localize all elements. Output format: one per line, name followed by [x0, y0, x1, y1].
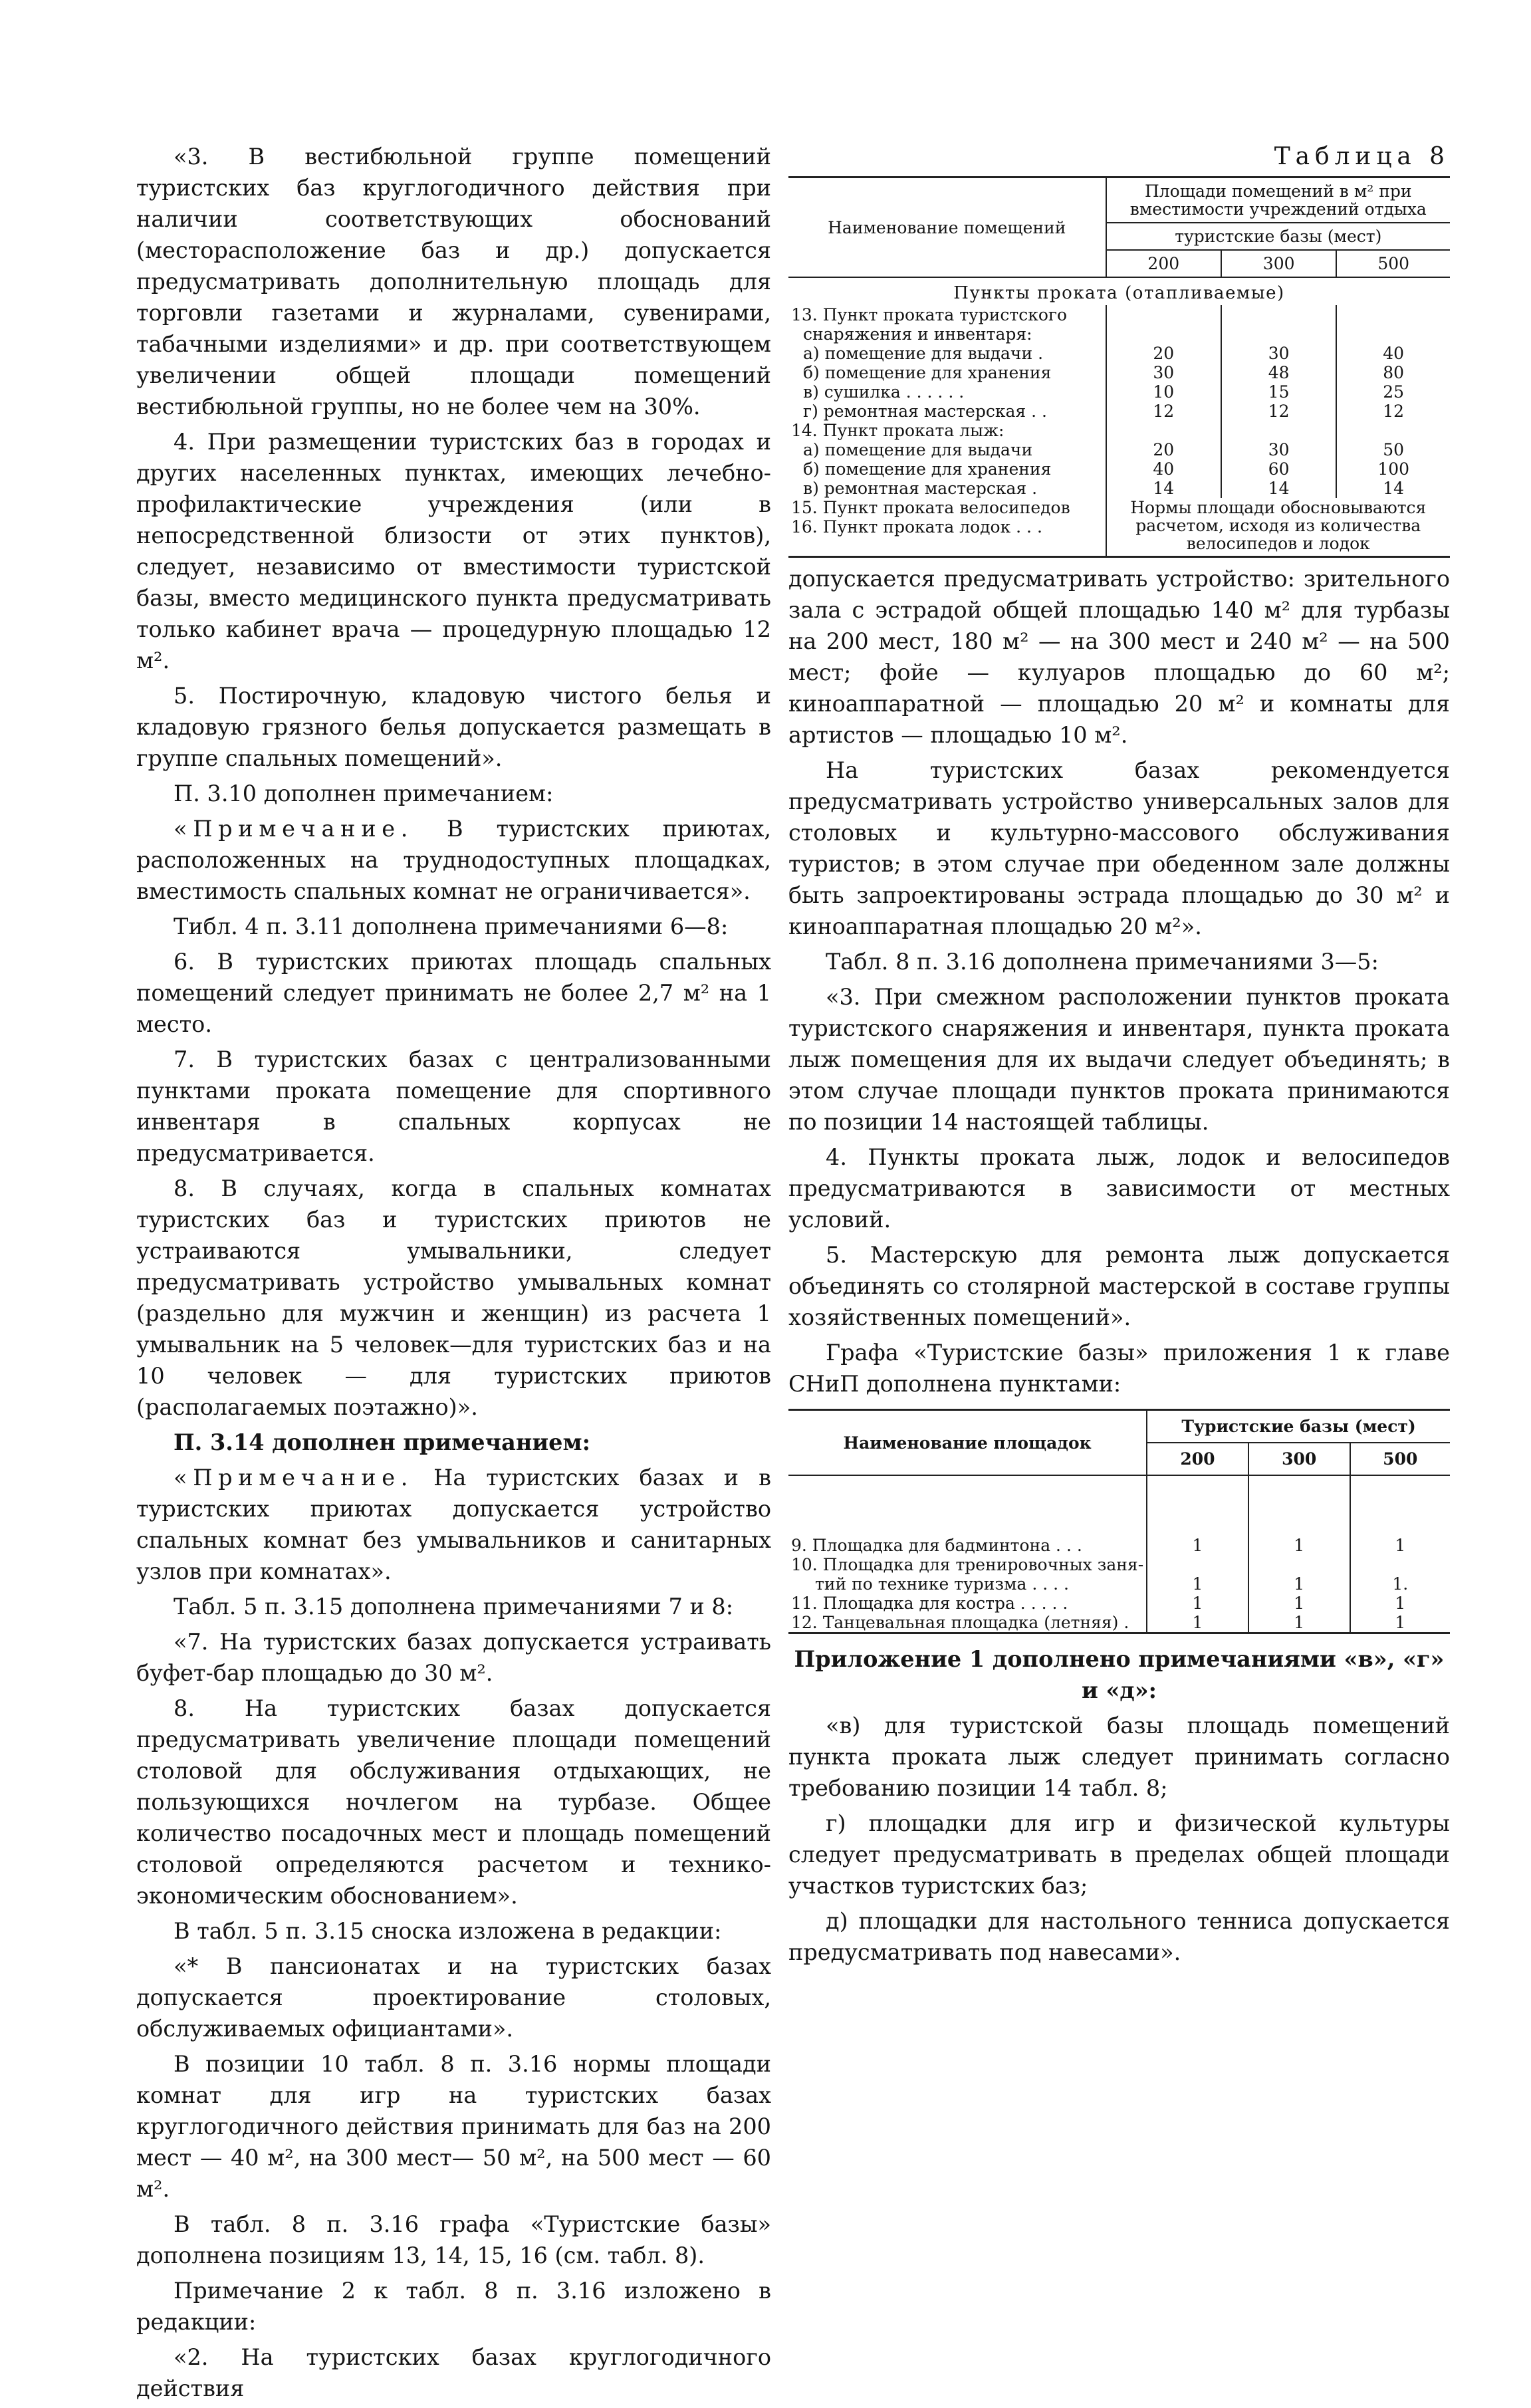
row-label: 14. Пункт проката лыж:	[788, 421, 1106, 440]
table-row	[788, 1574, 1450, 1594]
cell-value: 14	[1221, 479, 1336, 498]
paragraph: 8. На туристских базах допускается предусматривать увеличение площади помещений столовой для обслуживания отдыхающих, не пользующихся ночлегом на турбазе. Общее количество посадочных мест и площадь помещений столовой определяются расчетом и технико-экономическим обоснованием».	[136, 1695, 771, 1909]
cell-value: 12	[1383, 402, 1405, 421]
table-row	[788, 1594, 1450, 1613]
cell-value	[1350, 1555, 1450, 1574]
table-appendix-1	[788, 1409, 1450, 1634]
paragraph: г) площадки для игр и физической культуры следует предусматривать в пределах общей площади участков туристских баз;	[788, 1810, 1450, 1899]
table-row	[788, 421, 1450, 440]
cell-value: 30	[1106, 363, 1221, 382]
row-label: 9. Площадка для бадминтона . . .	[788, 1536, 1147, 1555]
paragraph: В позиции 10 табл. 8 п. 3.16 нормы площади комнат для игр на туристских базах круглогодичного действия принимать для баз на 200 мест — 40 м², на 300 мест— 50 м², на 500 мест — 60 м².	[136, 2051, 771, 2202]
paragraph: 5. Мастерскую для ремонта лыж допускается объединять со столярной мастерской в составе группы хозяйственных помещений».	[788, 1242, 1450, 1330]
paragraph: На туристских базах рекомендуется предусматривать устройство универсальных залов для столовых и культурно-массового обслуживания туристов; в этом случае при обеденном зале должны быть запроектированы эстрада площадью до 30 м² и киноаппаратная площадью 20 м²».	[788, 757, 1450, 939]
note-paragraph	[136, 813, 771, 907]
row-label: 16. Пункт проката лодок . . .	[788, 517, 1106, 537]
note-text: В туристских приютах, расположенных на труднодоступных площадках, вместимость спальных комнат не ограничивается».	[136, 816, 771, 904]
column-header-capacity: 300	[1248, 1443, 1350, 1475]
paragraph: 4. При размещении туристских баз в городах и других населенных пунктах, имеющих лечебно-профилактические учреждения (или в непосредственной близости от этих пунктов), следует, независимо от вместимости туристской базы, вместо медицинского пункта предусматривать только кабинет врача — процедурную площадью 12 м².	[136, 429, 771, 673]
paragraph: «3. В вестибюльной группе помещений туристских баз круглогодичного действия при наличии соответствующих обоснований (месторасположение баз и др.) допускается предусматривать дополнительную площадь для торговли газетами и журналами, сувенирами, табачными изделиями» и др. при соответствующем увеличении общей площади помещений вестибюльной группы, но не более чем на 30%.	[136, 144, 771, 420]
table-row	[788, 479, 1450, 498]
column-header-name: Наименование помещений	[788, 178, 1106, 278]
cell-value	[1221, 324, 1336, 344]
row-label: снаряжения и инвентаря:	[788, 324, 1106, 344]
cell-value: 14	[1383, 479, 1405, 498]
paragraph: «7. На туристских базах допускается устраивать буфет-бар площадью до 30 м².	[136, 1629, 771, 1686]
note-label: «Примечание.	[174, 1465, 414, 1491]
cell-value: 25	[1383, 382, 1405, 402]
column-header-capacity: 200	[1147, 1443, 1248, 1475]
cell-value: 80	[1383, 363, 1405, 382]
left-column	[136, 141, 771, 2408]
table-row	[788, 324, 1450, 344]
cell-value: 1	[1248, 1536, 1350, 1555]
row-label: 15. Пункт проката велосипедов	[788, 498, 1106, 517]
paragraph: 5. Постирочную, кладовую чистого белья и кладовую грязного белья допускается размещать в группе спальных помещений».	[136, 683, 771, 771]
row-label: в) ремонтная мастерская .	[788, 479, 1106, 498]
table-row	[788, 344, 1450, 363]
cell-value: 40	[1106, 459, 1221, 479]
paragraph: 4. Пункты проката лыж, лодок и велосипедов предусматриваются в зависимости от местных условий.	[788, 1144, 1450, 1233]
cell-value: 1.	[1392, 1574, 1409, 1594]
note-label: «Примечание.	[174, 816, 414, 842]
row-label: 10. Площадка для тренировочных заня-	[788, 1555, 1147, 1574]
cell-value: 40	[1383, 344, 1405, 363]
row-label: 12. Танцевальная площадка (летняя) .	[788, 1613, 1147, 1633]
table-row	[788, 382, 1450, 402]
cell-value: 1	[1147, 1594, 1248, 1613]
cell-value: 30	[1221, 344, 1336, 363]
table-row	[788, 402, 1450, 421]
right-column	[788, 141, 1450, 1972]
cell-value: 15	[1221, 382, 1336, 402]
cell-value: 12	[1221, 402, 1336, 421]
cell-value: 1	[1248, 1574, 1350, 1594]
cell-value: 60	[1221, 459, 1336, 479]
row-label: г) ремонтная мастерская . .	[788, 402, 1106, 421]
paragraph: 6. В туристских приютах площадь спальных помещений следует принимать не более 2,7 м² на 1 место.	[136, 949, 771, 1037]
table-title: Таблица 8	[1274, 143, 1450, 170]
cell-value: 1	[1395, 1613, 1406, 1632]
column-header-capacity: 200	[1106, 250, 1221, 277]
row-label: 13. Пункт проката туристского	[788, 305, 1106, 324]
paragraph: «3. При смежном расположении пунктов проката туристского снаряжения и инвентаря, пункта проката лыж помещения для их выдачи следует объединять; в этом случае площади пунктов проката принимаются по позиции 14 настоящей таблицы.	[788, 984, 1450, 1135]
cell-value	[1106, 324, 1221, 344]
paragraph: В табл. 5 п. 3.15 сноска изложена в редакции:	[174, 1918, 722, 1944]
cell-value	[1336, 305, 1450, 324]
paragraph: Приложение 1 дополнено примечаниями «в», «г» и «д»:	[794, 1646, 1445, 1703]
cell-value	[1147, 1555, 1248, 1574]
row-label: б) помещение для хранения	[788, 459, 1106, 479]
cell-value: 14	[1106, 479, 1221, 498]
cell-value	[1336, 421, 1450, 440]
table-8	[788, 176, 1450, 558]
row-label: а) помещение для выдачи .	[788, 344, 1106, 363]
column-header-capacity: 500	[1336, 250, 1450, 277]
table-row	[788, 1613, 1450, 1633]
cell-value: 1	[1147, 1574, 1248, 1594]
row-label: тий по технике туризма . . . .	[788, 1574, 1147, 1594]
paragraph: В табл. 8 п. 3.16 графа «Туристские базы» дополнена позициям 13, 14, 15, 16 (см. табл. 8).	[136, 2211, 771, 2268]
cell-value: 1	[1248, 1594, 1350, 1613]
column-header-capacity: 300	[1221, 250, 1336, 277]
cell-value: 1	[1147, 1613, 1248, 1633]
column-header-area: Площади помещений в м² при вместимости учреждений отдыха	[1106, 178, 1450, 223]
paragraph: 8. В случаях, когда в спальных комнатах туристских баз и туристских приютов не устраиваются умывальники, следует предусматривать устройство умывальных комнат (раздельно для мужчин и женщин) из расчета 1 умывальник на 5 человек—для туристских баз и на 10 человек — для туристских приютов (располагаемых поэтажно)».	[136, 1175, 771, 1420]
cell-value: 12	[1106, 402, 1221, 421]
table-row	[788, 305, 1450, 324]
note-paragraph	[136, 1462, 771, 1587]
table-row	[788, 440, 1450, 459]
paragraph: д) площадки для настольного тенниса допускается предусматривать под навесами».	[788, 1908, 1450, 1965]
column-header-bases: туристские базы (мест)	[1106, 223, 1450, 250]
paragraph: допускается предусматривать устройство: зрительного зала с эстрадой общей площадью 140 м² для турбазы на 200 мест, 180 м² — на 300 мест и 240 м² — на 500 мест; фойе — кулуаров площадью до 60 м²; киноаппаратной — площадью 20 м² и комнаты для артистов — площадью 10 м².	[788, 566, 1450, 748]
row-label: 11. Площадка для костра . . . . .	[788, 1594, 1147, 1613]
table-row	[788, 363, 1450, 382]
cell-value: 20	[1106, 440, 1221, 459]
paragraph: П. 3.14 дополнен примечанием:	[174, 1429, 590, 1455]
cell-value	[1248, 1555, 1350, 1574]
paragraph: П. 3.10 дополнен примечанием:	[174, 781, 554, 806]
paragraph: «* В пансионатах и на туристских базах допускается проектирование столовых, обслуживаемых официантами».	[136, 1953, 771, 2042]
cell-value: 1	[1395, 1536, 1406, 1555]
cell-value: 100	[1377, 459, 1410, 479]
row-label: б) помещение для хранения	[788, 363, 1106, 382]
cell-value	[1106, 421, 1221, 440]
column-header-capacity: 500	[1350, 1443, 1450, 1475]
cell-value: 50	[1383, 440, 1405, 459]
column-header-bases: Туристские базы (мест)	[1147, 1410, 1450, 1443]
paragraph: Табл. 5 п. 3.15 дополнена примечаниями 7 и 8:	[174, 1594, 734, 1620]
table-row	[788, 1555, 1450, 1574]
table-row	[788, 459, 1450, 479]
note-text: На туристских базах и в туристских приютах допускается устройство спальных комнат без умывальников и санитарных узлов при комнатах».	[136, 1465, 771, 1584]
cell-value: 20	[1106, 344, 1221, 363]
cell-value: 48	[1221, 363, 1336, 382]
paragraph: Тибл. 4 п. 3.11 дополнена примечаниями 6—8:	[174, 913, 729, 939]
row-label: а) помещение для выдачи	[788, 440, 1106, 459]
paragraph: «в) для туристской базы площадь помещений пункта проката лыж следует принимать согласно требованию позиции 14 табл. 8;	[788, 1713, 1450, 1801]
cell-value: 1	[1395, 1594, 1406, 1613]
cell-value	[1221, 421, 1336, 440]
cell-value	[1221, 305, 1336, 324]
paragraph: 7. В туристских базах с централизованными пунктами проката помещение для спортивного инвентаря в спальных корпусах не предусматривается.	[136, 1046, 771, 1166]
row-label: в) сушилка . . . . . .	[788, 382, 1106, 402]
merged-note: Нормы площади обосновываются расчетом, исходя из количества велосипедов и лодок	[1130, 498, 1427, 553]
paragraph: Примечание 2 к табл. 8 п. 3.16 изложено в редакции:	[136, 2278, 771, 2335]
cell-value: 1	[1147, 1536, 1248, 1555]
paragraph: Табл. 8 п. 3.16 дополнена примечаниями 3—5:	[826, 949, 1379, 975]
cell-value: 30	[1221, 440, 1336, 459]
table-row	[788, 498, 1450, 517]
group-heading: Пункты проката (отапливаемые)	[953, 283, 1285, 303]
cell-value: 10	[1106, 382, 1221, 402]
cell-value: 1	[1248, 1613, 1350, 1633]
column-header-name: Наименование площадок	[788, 1410, 1147, 1476]
paragraph: Графа «Туристские базы» приложения 1 к главе СНиП дополнена пунктами:	[788, 1340, 1450, 1397]
table-row	[788, 1536, 1450, 1555]
paragraph: «2. На туристских базах круглогодичного действия	[136, 2344, 771, 2401]
cell-value	[1336, 324, 1450, 344]
cell-value	[1106, 305, 1221, 324]
